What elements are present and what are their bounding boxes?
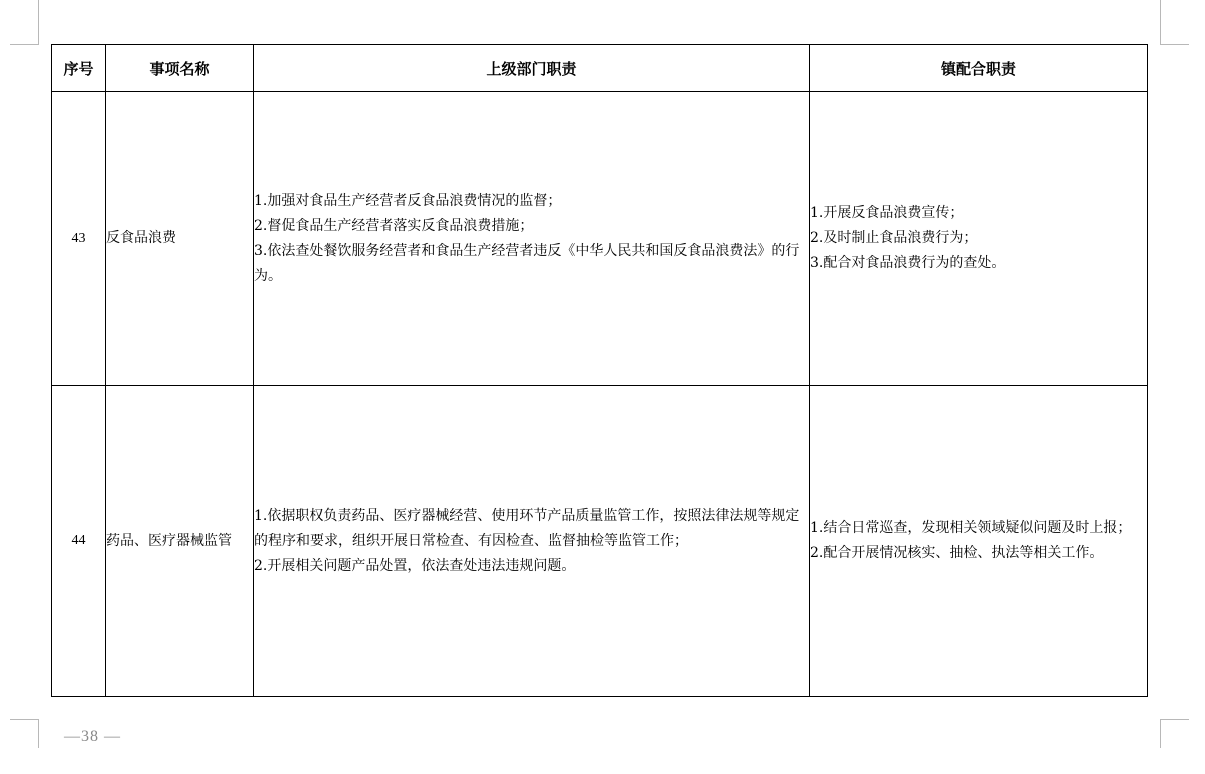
- duty-line: 1.结合日常巡查，发现相关领域疑似问题及时上报；: [810, 520, 1132, 536]
- duty-line: 1.开展反食品浪费宣传；: [810, 205, 964, 221]
- row-serial-no: 44: [52, 386, 106, 697]
- duty-line: 2.督促食品生产经营者落实反食品浪费措施；: [254, 217, 534, 234]
- header-town-duty: 镇配合职责: [810, 45, 1148, 92]
- row-upper-duty: [254, 386, 810, 697]
- crop-mark-bottom-right: [1160, 719, 1189, 748]
- duty-line: 3.依法查处餐饮服务经营者和食品生产经营者违反《中华人民共和国反食品浪费法》的行为。: [254, 242, 800, 284]
- row-upper-duty: [254, 92, 810, 386]
- crop-mark-top-left: [10, 0, 39, 45]
- duty-table: [51, 44, 1148, 697]
- header-serial-no: 序号: [52, 45, 106, 92]
- header-item-name: 事项名称: [106, 45, 254, 92]
- page-number: —38 —: [64, 728, 121, 745]
- row-town-duty: [810, 92, 1148, 386]
- row-item-name: 药品、医疗器械监管: [106, 386, 254, 697]
- duty-line: 3.配合对食品浪费行为的查处。: [810, 255, 1006, 271]
- row-town-duty: [810, 386, 1148, 697]
- crop-mark-top-right: [1160, 0, 1189, 45]
- crop-mark-bottom-left: [10, 719, 39, 748]
- table-row: [52, 92, 1148, 386]
- duty-line: 1.依据职权负责药品、医疗器械经营、使用环节产品质量监管工作，按照法律法规等规定的程序和要求，组织开展日常检查、有因检查、监督抽检等监管工作；: [254, 507, 800, 549]
- row-serial-no: 43: [52, 92, 106, 386]
- duty-line: 2.开展相关问题产品处置，依法查处违法违规问题。: [254, 557, 576, 574]
- duty-line: 2.配合开展情况核实、抽检、执法等相关工作。: [810, 545, 1104, 561]
- table-row: [52, 386, 1148, 697]
- table-header-row: [52, 45, 1148, 92]
- header-upper-duty: 上级部门职责: [254, 45, 810, 92]
- duty-line: 1.加强对食品生产经营者反食品浪费情况的监督；: [254, 192, 562, 209]
- duty-line: 2.及时制止食品浪费行为；: [810, 230, 978, 246]
- row-item-name: 反食品浪费: [106, 92, 254, 386]
